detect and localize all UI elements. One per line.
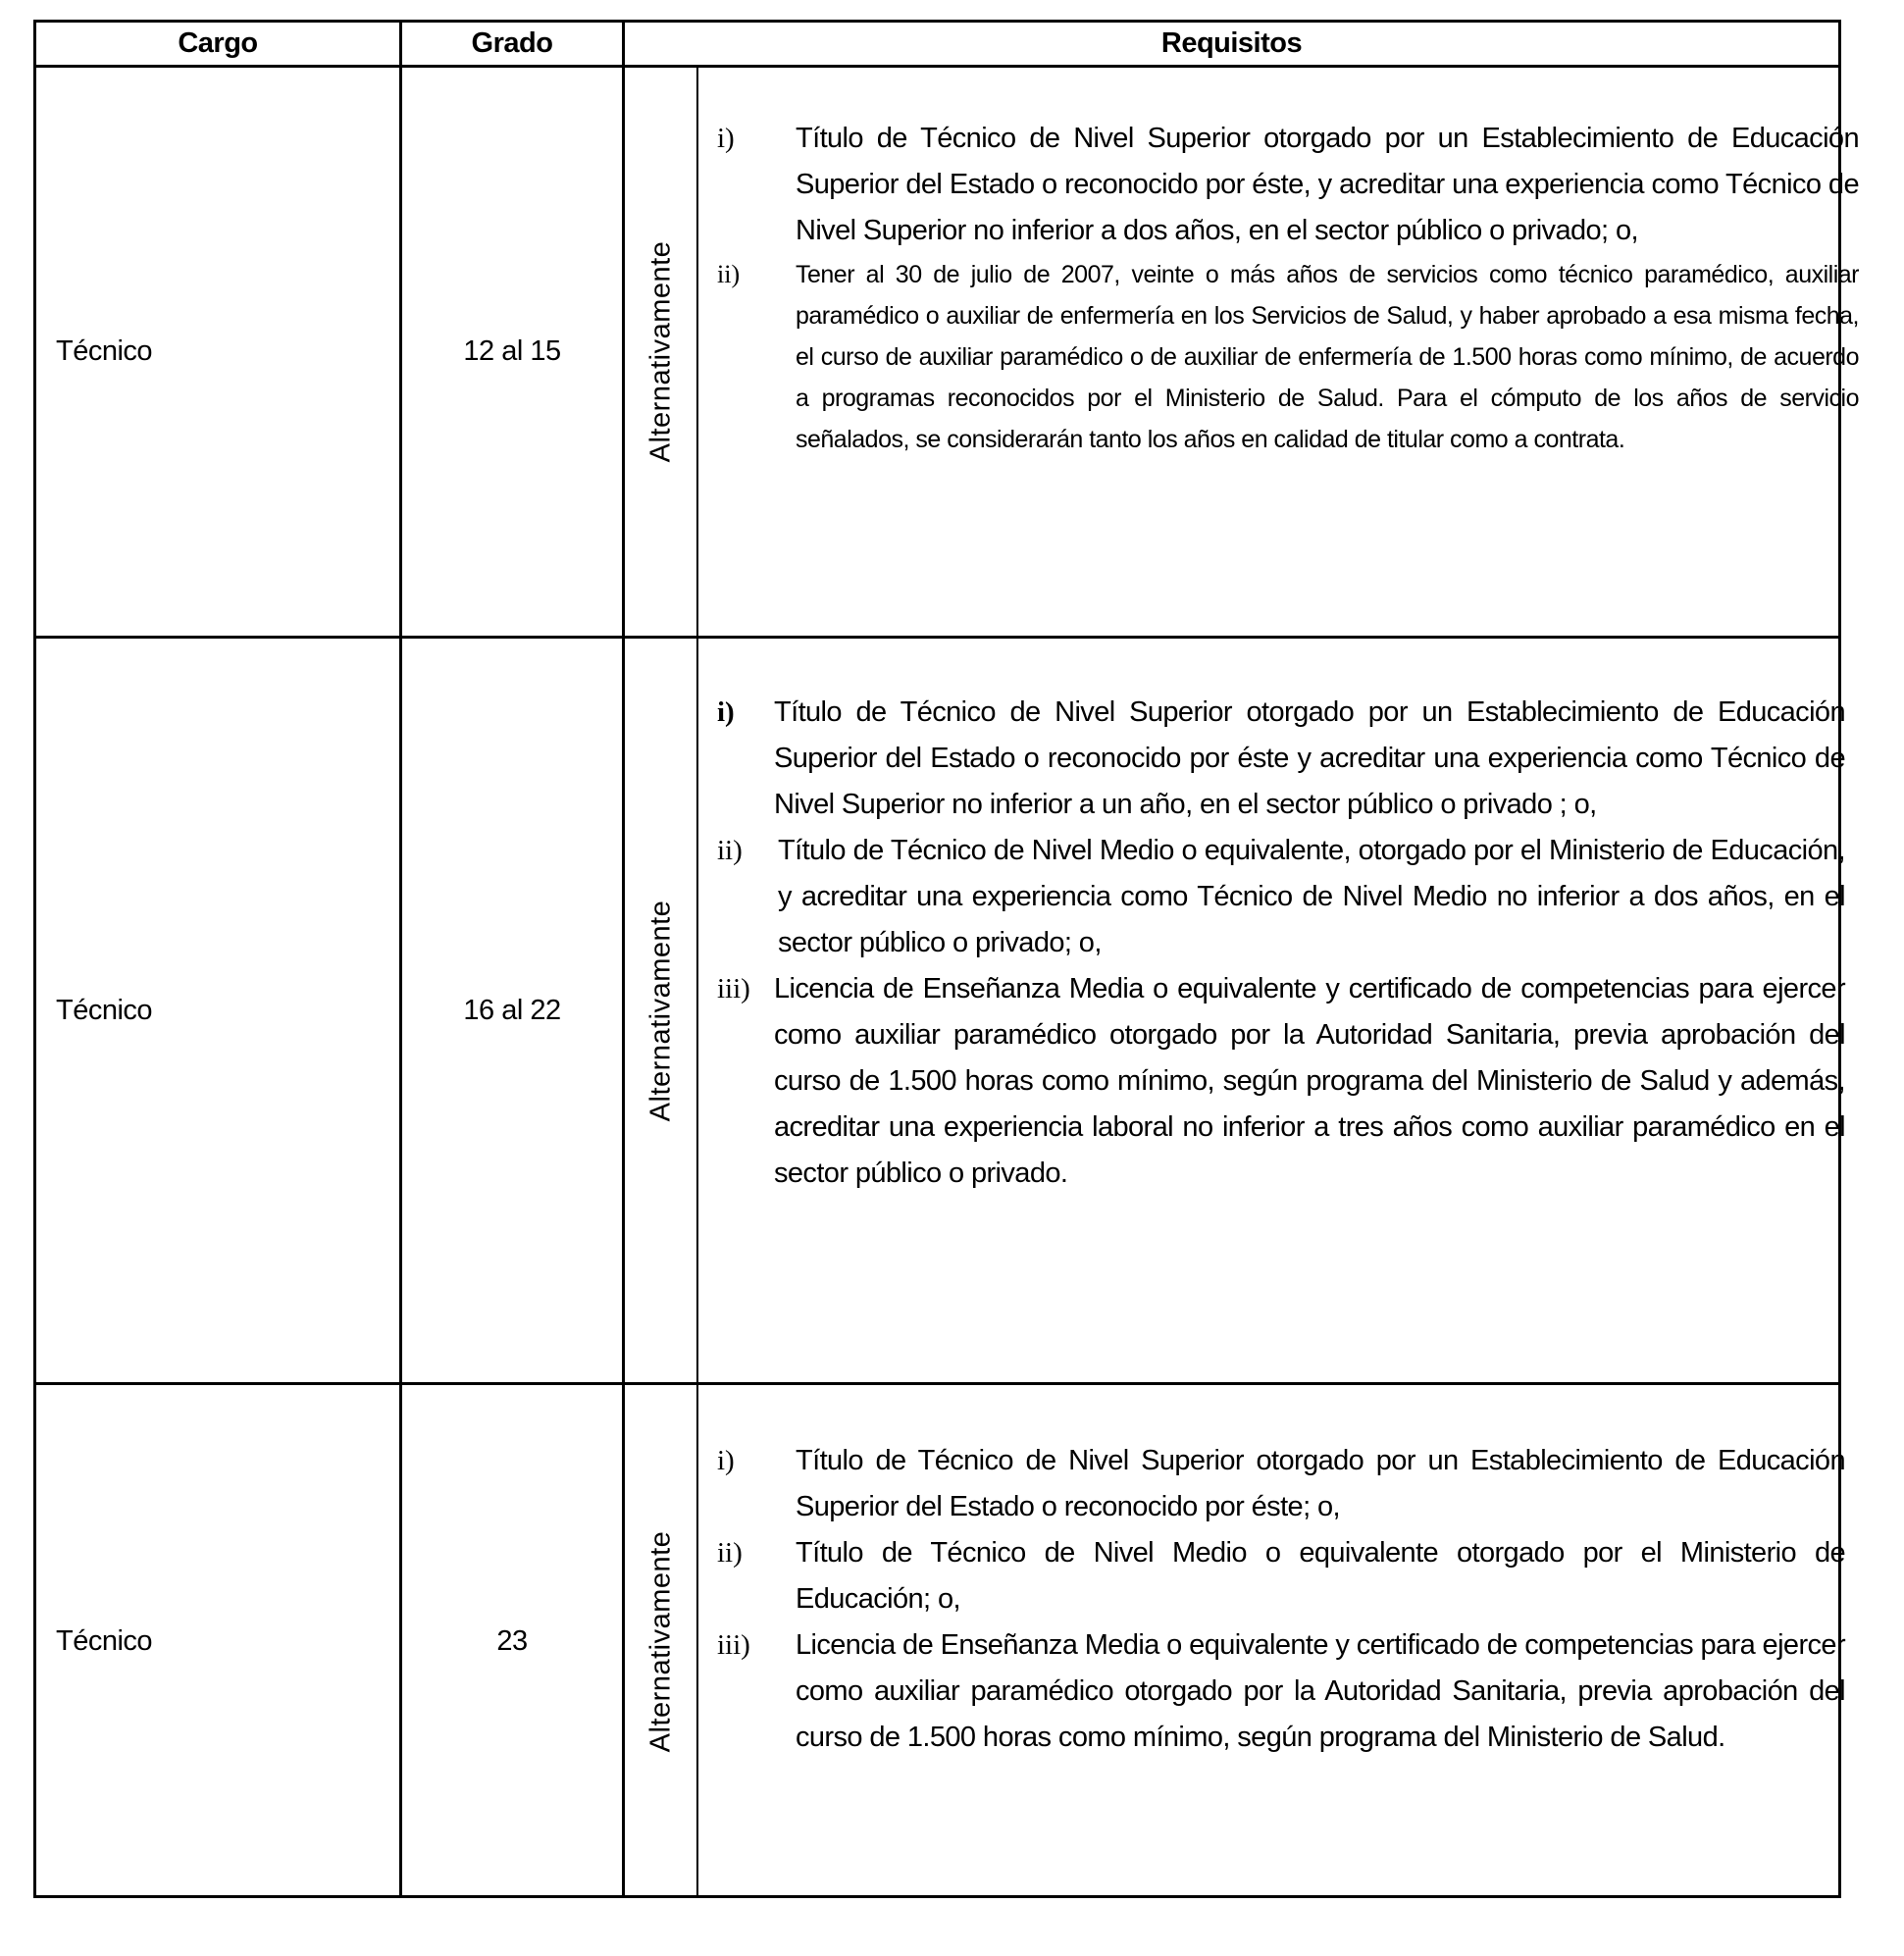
cargo-cell: Técnico: [56, 994, 153, 1026]
item-marker: ii): [717, 260, 741, 288]
requirements-list: [717, 116, 1859, 460]
header-cargo: Cargo: [178, 26, 258, 59]
requirements-list: [717, 690, 1845, 1197]
cargo-cell: Técnico: [56, 1625, 153, 1657]
grado-cell: 16 al 22: [463, 994, 561, 1026]
side-label-text: Alternativamente: [644, 1530, 676, 1753]
item-marker: i): [717, 696, 735, 728]
header-requisitos: Requisitos: [1160, 26, 1303, 59]
item-text: Título de Técnico de Nivel Superior otorgado por un Establecimiento de Educación Superior del Estado o reconocido por éste y acreditar una experiencia como Técnico de Nivel Superior no inferior a un año, en el sector público o privado ; o,: [774, 696, 1845, 820]
item-marker: ii): [717, 1537, 743, 1569]
requirements-list: [717, 1438, 1845, 1761]
grado-cell: 12 al 15: [463, 335, 561, 367]
list-item: [717, 1622, 1845, 1761]
list-item: [717, 254, 1859, 460]
item-marker: iii): [717, 1629, 750, 1661]
side-label-text: Alternativamente: [644, 240, 676, 462]
item-marker: i): [717, 123, 735, 154]
list-item: [717, 1438, 1845, 1530]
list-item: [717, 690, 1845, 828]
item-text: Licencia de Enseñanza Media o equivalente y certificado de competencias para ejercer como auxiliar paramédico otorgado por la Autoridad Sanitaria, previa aprobación del curso de 1.500 horas como mínimo, según programa del Ministerio de Salud.: [796, 1629, 1845, 1753]
cargo-cell: Técnico: [56, 335, 153, 367]
side-label: [625, 67, 696, 636]
item-text: Licencia de Enseñanza Media o equivalente y certificado de competencias para ejercer como auxiliar paramédico otorgado por la Autoridad Sanitaria, previa aprobación del curso de 1.500 horas como mínimo, según programa del Ministerio de Salud y además, acreditar una experiencia laboral no inferior a tres años como auxiliar paramédico en el sector público o privado.: [774, 973, 1845, 1189]
grado-cell: 23: [496, 1625, 528, 1657]
item-marker: iii): [717, 973, 750, 1004]
list-item: [717, 116, 1859, 254]
list-item: [717, 1530, 1845, 1622]
side-label-text: Alternativamente: [644, 900, 676, 1121]
item-marker: ii): [717, 835, 743, 866]
header-grado: Grado: [471, 26, 553, 59]
list-item: [717, 828, 1845, 966]
column-divider-label-requisitos: [696, 67, 698, 1898]
item-text: Tener al 30 de julio de 2007, veinte o más años de servicios como técnico paramédico, auxiliar paramédico o auxiliar de enfermería en los Servicios de Salud, y haber aprobado a esa misma fecha, el curso de auxiliar paramédico o de auxiliar de enfermería de 1.500 horas como mínimo, de acuerdo a programas reconocidos por el Ministerio de Salud. Para el cómputo de los años de servicio señalados, se considerarán tanto los años en calidad de titular como a contrata.: [796, 261, 1859, 453]
list-item: [717, 966, 1845, 1197]
side-label: [625, 639, 696, 1382]
item-marker: i): [717, 1445, 735, 1476]
item-text: Título de Técnico de Nivel Medio o equivalente otorgado por el Ministerio de Educación; o,: [796, 1537, 1845, 1615]
item-text: Título de Técnico de Nivel Superior otorgado por un Establecimiento de Educación Superior del Estado o reconocido por éste, y acreditar una experiencia como Técnico de Nivel Superior no inferior a dos años, en el sector público o privado; o,: [796, 123, 1859, 246]
item-text: Título de Técnico de Nivel Superior otorgado por un Establecimiento de Educación Superior del Estado o reconocido por éste; o,: [796, 1445, 1845, 1522]
item-text: Título de Técnico de Nivel Medio o equivalente, otorgado por el Ministerio de Educación, y acreditar una experiencia como Técnico de Nivel Medio no inferior a dos años, en el sector público o privado; o,: [778, 835, 1845, 958]
side-label: [625, 1385, 696, 1898]
